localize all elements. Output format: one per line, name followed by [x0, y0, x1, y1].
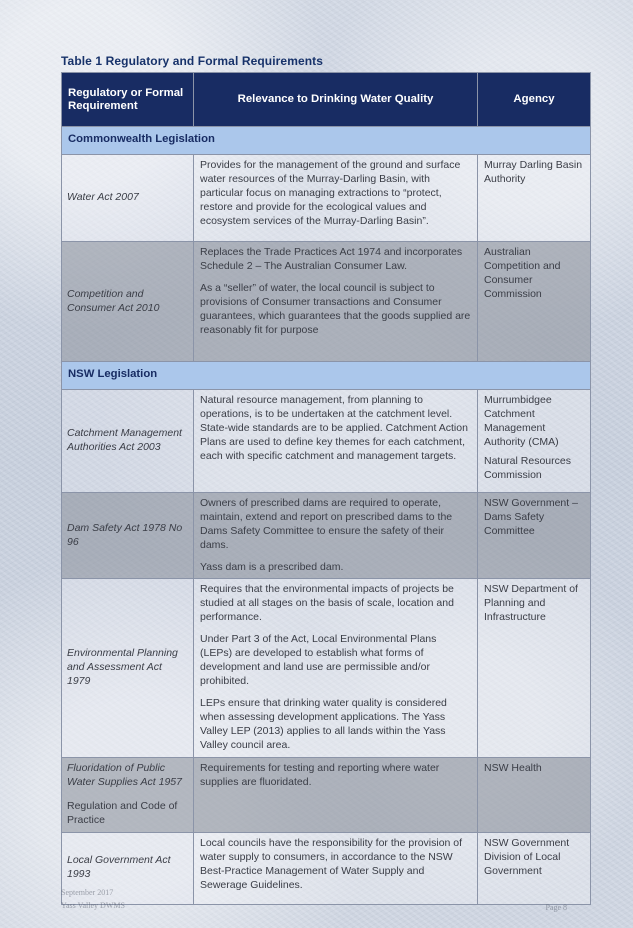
- relevance-text: Provides for the management of the ground and surface water resources of the Murray-Darling Basin, with particular focus on managing extractions to “protect, restore and provide for the ecological values and ecosystem services of the Murray-Darling Basin”.: [200, 159, 461, 227]
- section-row-commonwealth: [62, 127, 591, 155]
- requirement-cell: Competition and Consumer Act 2010: [62, 242, 194, 362]
- relevance-text: Requirements for testing and reporting where water supplies are fluoridated.: [200, 761, 440, 788]
- footer-date: September 2017: [61, 887, 114, 897]
- header-agency: Agency: [478, 73, 591, 127]
- requirements-table-container: [61, 72, 590, 891]
- requirement-subnote: Regulation and Code of Practice: [67, 799, 178, 826]
- agency-cell: [478, 155, 591, 242]
- requirement-cell: Dam Safety Act 1978 No 96: [62, 492, 194, 579]
- relevance-text: Natural resource management, from planning to operations, is to be undertaken at the catchment level. State-wide standards are to be applied. Catchment Action Plans are used to define key themes for each catchment, each with specific catchment and management targets.: [200, 394, 468, 462]
- agency-cell: [478, 390, 591, 493]
- relevance-cell: [194, 242, 478, 362]
- requirement-cell: Water Act 2007: [62, 155, 194, 242]
- relevance-cell: [194, 757, 478, 832]
- relevance-text: Yass dam is a prescribed dam.: [200, 560, 344, 573]
- table-row: [62, 390, 591, 493]
- table-body: [62, 127, 591, 905]
- relevance-cell: [194, 155, 478, 242]
- table-caption: Table 1 Regulatory and Formal Requirements: [61, 54, 324, 68]
- relevance-cell: [194, 390, 478, 493]
- agency-text: Natural Resources Commission: [484, 454, 571, 481]
- agency-cell: [478, 242, 591, 362]
- agency-text: Murray Darling Basin Authority: [484, 159, 583, 185]
- table-row: [62, 757, 591, 832]
- agency-cell: [478, 579, 591, 757]
- header-row: [62, 73, 591, 127]
- table-row: [62, 492, 591, 579]
- requirement-cell: [62, 757, 194, 832]
- relevance-text: As a “seller” of water, the local council is subject to provisions of Consumer transactions and Consumer guarantees, which guarantees that the goods supplied are reasonably fit for purpose: [200, 281, 471, 336]
- table-header: [62, 73, 591, 127]
- agency-text: NSW Government Division of Local Government: [484, 836, 570, 877]
- relevance-text: Under Part 3 of the Act, Local Environmental Plans (LEPs) are developed to establish what forms of development and land use are permissible and/or prohibited.: [200, 633, 437, 688]
- agency-text: NSW Department of Planning and Infrastructure: [484, 583, 578, 624]
- table-row: [62, 155, 591, 242]
- section-nsw: NSW Legislation: [62, 362, 591, 390]
- requirement-text: Fluoridation of Public Water Supplies Act 1957: [67, 761, 182, 788]
- relevance-text: LEPs ensure that drinking water quality is considered when assessing development applications. The Yass Valley LEP (2013) applies to all lands within the Yass Valley council area.: [200, 697, 447, 752]
- section-row-nsw: [62, 362, 591, 390]
- requirement-cell: Catchment Management Authorities Act 2003: [62, 390, 194, 493]
- relevance-cell: [194, 832, 478, 904]
- table-row: [62, 242, 591, 362]
- agency-text: NSW Health: [484, 761, 542, 774]
- agency-text: Murrumbidgee Catchment Management Authority (CMA): [484, 394, 559, 448]
- footer-page-number: Page 8: [545, 903, 567, 912]
- table-row: [62, 579, 591, 757]
- agency-text: Australian Competition and Consumer Commission: [484, 246, 561, 300]
- relevance-text: Local councils have the responsibility for the provision of water supply to consumers, in accordance to the NSW Best-Practice Management of Water Supply and Sewerage Guidelines.: [200, 836, 463, 891]
- footer-left: [61, 886, 125, 912]
- relevance-cell: [194, 492, 478, 579]
- relevance-text: Replaces the Trade Practices Act 1974 and incorporates Schedule 2 – The Australian Consumer Law.: [200, 246, 463, 272]
- requirement-cell: Environmental Planning and Assessment Act 1979: [62, 579, 194, 757]
- agency-cell: [478, 832, 591, 904]
- table-row: [62, 832, 591, 904]
- footer-document: Yass Valley DWMS: [61, 900, 125, 910]
- agency-text: NSW Government – Dams Safety Committee: [484, 496, 578, 537]
- agency-cell: [478, 492, 591, 579]
- header-relevance: Relevance to Drinking Water Quality: [194, 73, 478, 127]
- header-requirement: Regulatory or Formal Requirement: [62, 73, 194, 127]
- requirements-table: [61, 72, 591, 905]
- section-commonwealth: Commonwealth Legislation: [62, 127, 591, 155]
- requirement-cell: Local Government Act 1993: [62, 832, 194, 904]
- relevance-text: Owners of prescribed dams are required to operate, maintain, extend and report on prescribed dams to the Dams Safety Committee to ensure the safety of their dams.: [200, 496, 453, 551]
- relevance-cell: [194, 579, 478, 757]
- agency-cell: [478, 757, 591, 832]
- relevance-text: Requires that the environmental impacts of projects be studied at all stages on the basis of scale, location and performance.: [200, 583, 454, 624]
